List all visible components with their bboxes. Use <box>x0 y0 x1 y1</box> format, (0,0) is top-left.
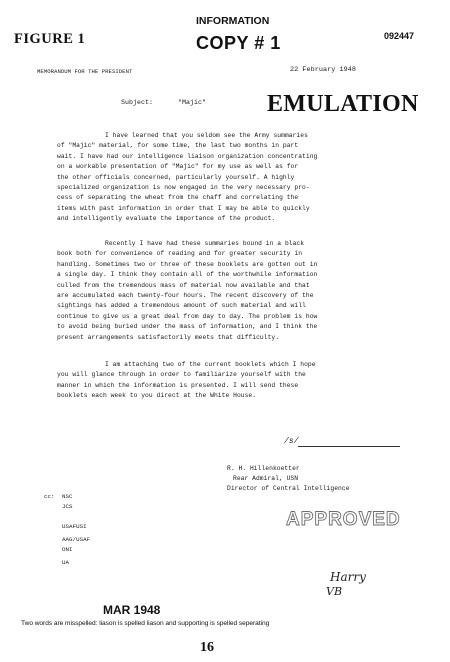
paragraph-line: book both for convenience of reading and for greater security in <box>57 250 303 258</box>
paragraph-line: handling. Sometimes two or three of these booklets are gotten out in <box>57 260 318 268</box>
paragraph-line: you will glance through in order to familiarize yourself with the <box>57 371 306 379</box>
document-number: 092447 <box>384 31 415 41</box>
approved-stamp: APPROVED <box>286 509 401 530</box>
paragraph-line: specialized organization is now engaged in the very necessary pro- <box>57 184 310 192</box>
paragraph-line: cess of separating the wheat from the chaff and correlating the <box>57 194 299 202</box>
paragraph-line: on a workable presentation of "Majic" for my use as well as for <box>57 163 299 171</box>
subject-value: "Majic" <box>178 99 207 106</box>
paragraph-line: I have learned that you seldom see the Army summaries <box>105 132 308 139</box>
paragraph-line: I am attaching two of the current booklets which I hope <box>105 361 316 368</box>
paragraph-line: and intelligently evaluate the importance of the product. <box>57 215 276 223</box>
footer-note: Two words are misspelled: liason is spelled liason and supporting is spelled seperating <box>21 620 270 627</box>
paragraph-line: present arrangements satisfactorily meets that difficulty. <box>57 333 280 341</box>
distribution-item: AAG/USAF <box>62 536 91 543</box>
memo-addressee: MEMORANDUM FOR THE PRESIDENT <box>37 68 133 75</box>
signature-mark: /s/ <box>284 437 299 446</box>
paragraph-line: manner in which the information is presented. I will send these <box>57 381 299 389</box>
paragraph-line: the other officials concerned, particularly yourself. A highly <box>57 173 295 181</box>
handwritten-name: Harry <box>330 570 366 584</box>
paragraph-line: culled from the tremendous mass of material now available and that <box>57 281 310 289</box>
paragraph-line: sightings has added a tremendous amount of such material and will <box>57 302 306 310</box>
paragraph-line: continue to give us a great deal from day to day. The problem is how <box>57 312 318 320</box>
distribution-item: NSC <box>62 493 73 500</box>
emulation-stamp: EMULATION <box>267 91 419 117</box>
signer-rank: Rear Admiral, USN <box>233 475 299 482</box>
memo-date: 22 February 1948 <box>290 66 357 74</box>
paragraph-line: of "Majic" material, for some time, the last two months in part <box>57 142 299 150</box>
distribution-label: cc: <box>44 493 55 500</box>
figure-label: FIGURE 1 <box>14 31 86 47</box>
paragraph-line: a single day. I think they contain all of the worthwhile information <box>57 271 318 279</box>
distribution-item: ONI <box>62 546 73 553</box>
signer-name: R. H. Hillenkoetter <box>227 465 300 472</box>
paragraph-line: booklets each week to you direct at the White House. <box>57 392 257 400</box>
copy-number: COPY # 1 <box>196 33 281 53</box>
paragraph-line: wait. I have had our intelligence liaison organization concentrating <box>57 152 318 160</box>
distribution-item: JCS <box>62 503 73 510</box>
distribution-item: UA <box>62 559 70 566</box>
distribution-item: USAFUSI <box>62 523 87 530</box>
page-number: 16 <box>200 640 214 655</box>
footer-date: MAR 1948 <box>103 603 161 617</box>
memo-paragraph-1 <box>57 131 317 225</box>
memo-paragraph-3 <box>57 360 316 402</box>
memo-paragraph-2 <box>57 239 317 343</box>
paragraph-line: to avoid being buried under the mass of information, and I think the <box>57 323 318 331</box>
signature-line <box>298 446 400 447</box>
paragraph-line: Recently I have had these summaries bound in a black <box>105 240 305 247</box>
paragraph-line: are accumulated each twenty-four hours. The recent discovery of the <box>57 292 314 300</box>
handwritten-initials: VB <box>326 585 343 598</box>
paragraph-line: items with past information in order that I may be able to quickly <box>57 204 310 212</box>
signer-title: Director of Central Intelligence <box>227 485 350 492</box>
subject-label: Subject: <box>121 99 154 106</box>
information-heading: INFORMATION <box>196 15 270 27</box>
